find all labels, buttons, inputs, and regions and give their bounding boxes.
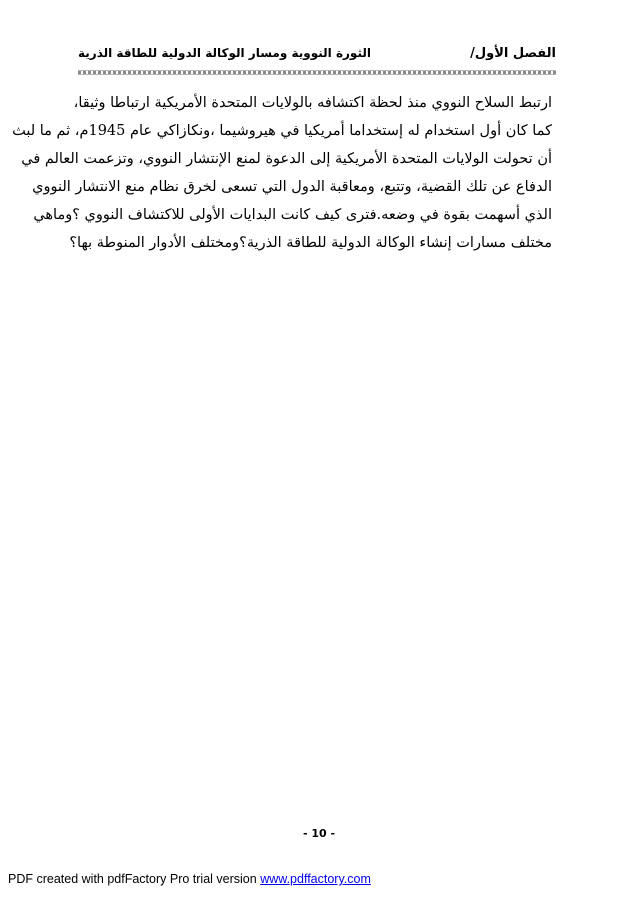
footer-link[interactable]: www.pdffactory.com xyxy=(260,872,371,886)
paragraph-line: مختلف مسارات إنشاء الوكالة الدولية للطاقة الذرية؟ومختلف الأدوار المنوطة بها؟ xyxy=(69,235,552,251)
header-chapter: الفصل الأول/ xyxy=(470,46,556,61)
page-header xyxy=(78,44,556,68)
paragraph-line: أن تحولت الولايات المتحدة الأمريكية إلى الدعوة لمنع الإنتشار النووي، وتزعمت العالم في xyxy=(21,151,552,167)
pdf-footer xyxy=(8,872,371,886)
footer-text: PDF created with pdfFactory Pro trial version xyxy=(8,872,261,886)
paragraph-line: كما كان أول استخدام له إستخداما أمريكيا في هيروشيما ،ونكازاكي عام 1945م، ثم ما لبث xyxy=(12,123,552,139)
header-title: الثورة النووية ومسار الوكالة الدولية للطاقة الذرية xyxy=(78,46,371,60)
paragraph-line: الدفاع عن تلك القضية، وتتبع، ومعاقبة الدول التي تسعى لخرق نظام منع الانتشار النووي xyxy=(32,179,552,195)
page-number: - 10 - xyxy=(302,827,336,840)
paragraph-line: ارتبط السلاح النووي منذ لحظة اكتشافه بالولايات المتحدة الأمريكية ارتباطا وثيقا، xyxy=(73,95,552,111)
paragraph-line: الذي أسهمت بقوة في وضعه.فترى كيف كانت البدايات الأولى للاكتشاف النووي ؟وماهي xyxy=(33,207,552,223)
header-divider xyxy=(78,70,556,75)
body-paragraph xyxy=(12,89,552,257)
